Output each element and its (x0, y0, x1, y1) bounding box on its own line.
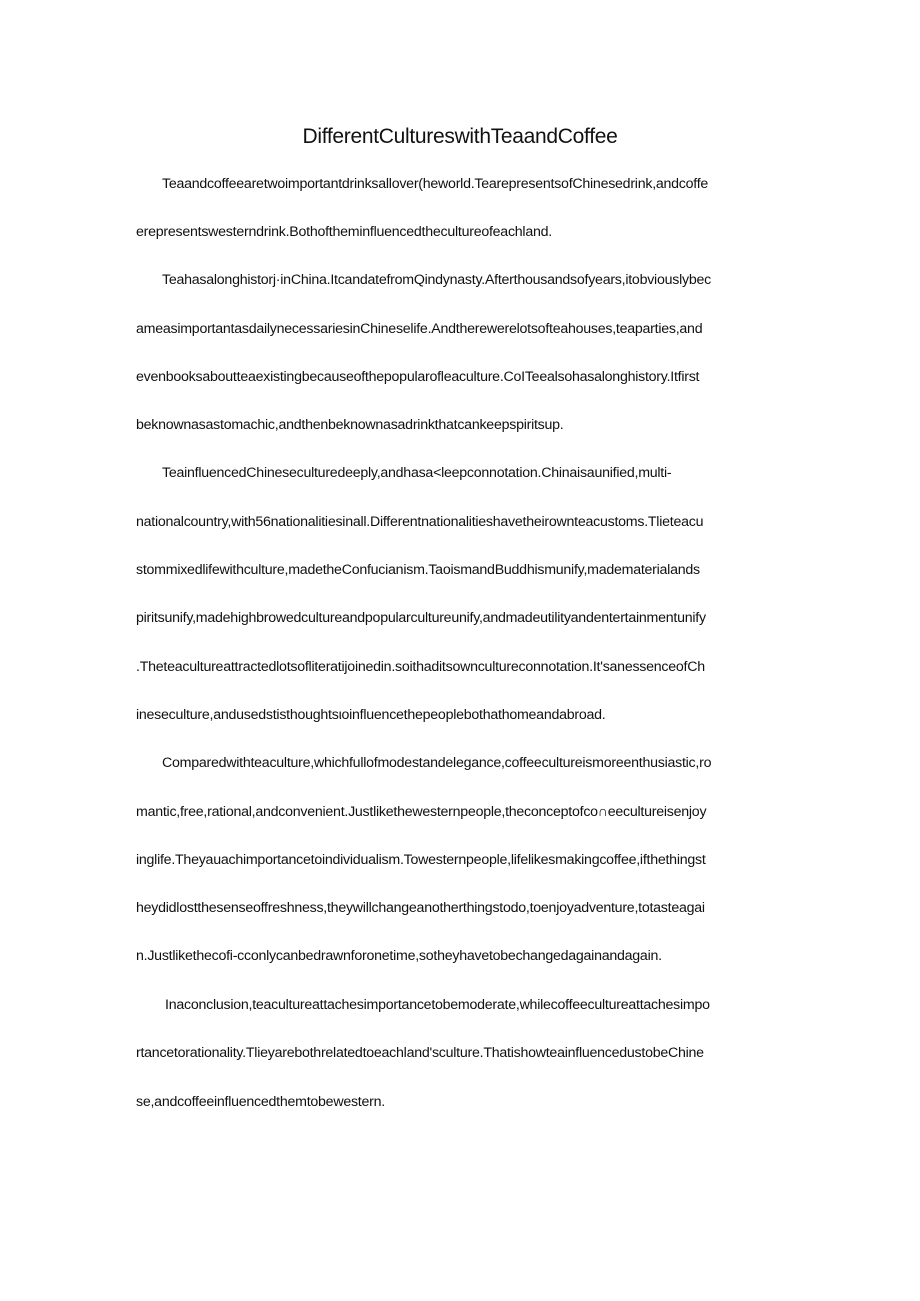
paragraph-1-line-2: erepresentswesterndrink.Bothoftheminfluencedthecultureofeachland. (136, 224, 552, 240)
paragraph-5-line-3: se,andcoffeeinfluencedthemtobewestern. (136, 1094, 385, 1110)
paragraph-4-line-4: heydidlostthesenseoffreshness,theywillchangeanotherthingstodo,toenjoyadventure,totasteagai (136, 900, 705, 916)
paragraph-2-line-1: Teahasalonghistorj·inChina.ItcandatefromQindynasty.Afterthousandsofyears,itobviouslybec (162, 272, 711, 288)
paragraph-3-line-6: ineseculture,andusedstisthoughtsιoinfluencethepeoplebothathomeandabroad. (136, 707, 606, 723)
paragraph-4-line-3: inglife.Theyauachimportancetoindividualism.Towesternpeople,lifelikesmakingcoffee,ifthethingst (136, 852, 706, 868)
paragraph-3-line-3: stommixedlifewithculture,madetheConfucianism.TaoismandBuddhismunify,madematerialands (136, 562, 700, 578)
paragraph-4-line-2: mantic,free,rational,andconvenient.Justlikethewesternpeople,theconceptofco∩eecultureisenjoy (136, 804, 707, 820)
paragraph-2-line-4: beknownasastomachic,andthenbeknownasadrinkthatcankeepspiritsup. (136, 417, 564, 433)
paragraph-1-line-1: Teaandcoffeearetwoimportantdrinksallover(heworld.TearepresentsofChinesedrink,andcoffe (162, 176, 709, 192)
paragraph-3-line-5: .Theteacultureattractedlotsofliteratijoinedin.soithaditsowncultureconnotation.It'sanessenceofCh (136, 659, 705, 675)
paragraph-4-line-5: n.Justlikethecofi-cconlycanbedrawnforonetime,sotheyhavetobechangedagainandagain. (136, 948, 662, 964)
paragraph-4-line-1: Comparedwithteaculture,whichfullofmodestandelegance,coffeecultureismoreenthusiastic,ro (162, 755, 712, 771)
paragraph-5-line-2: rtancetorationality.Tlieyarebothrelatedtoeachland'sculture.ThatishowteainfluencedustobeChine (136, 1045, 704, 1061)
paragraph-5-line-1: Inaconclusion,teacultureattachesimportancetobemoderate,whilecoffeecultureattachesimpo (165, 997, 710, 1013)
document-title: DifferentCultureswithTeaandCoffee (302, 125, 618, 148)
paragraph-3-line-4: piritsunify,madehighbrowedcultureandpopularcultureunify,andmadeutilityandentertainmentunify (136, 610, 706, 626)
paragraph-2-line-3: evenbooksaboutteaexistingbecauseofthepopularofleaculture.CoITeealsohasalonghistory.Itfirst (136, 369, 700, 385)
paragraph-3-line-1: TeainfluencedChineseculturedeeply,andhasa<leepconnotation.Chinaisaunified,multi- (162, 465, 672, 481)
paragraph-2-line-2: ameasimportantasdailynecessariesinChineselife.Andtherewerelotsofteahouses,teaparties,and (136, 321, 703, 337)
paragraph-3-line-2: nationalcountry,with56nationalitiesinall.Differentnationalitieshavetheirownteacustoms.Tlieteacu (136, 514, 704, 530)
